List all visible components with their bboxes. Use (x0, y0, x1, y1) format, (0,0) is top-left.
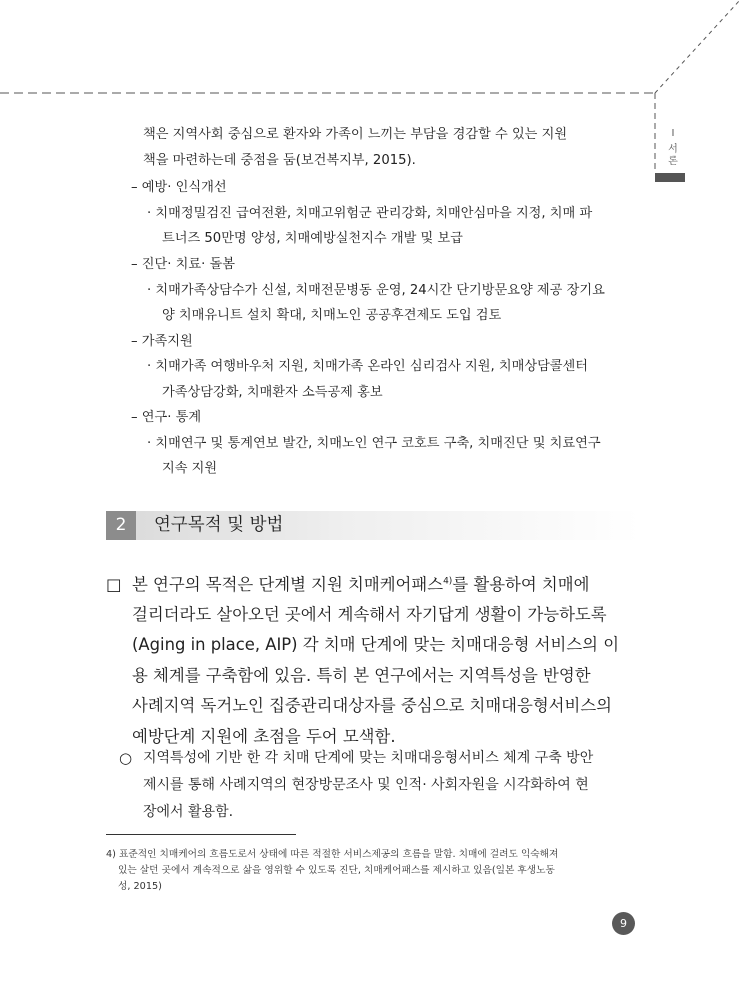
purpose-line: 걸리더라도 살아오던 곳에서 계속해서 자기답게 생활이 가능하도록 (132, 605, 607, 624)
policy-heading-family: – 가족지원 (131, 334, 193, 349)
chapter-label: 서론 (668, 144, 678, 167)
purpose-line-1-text: 본 연구의 목적은 단계별 지원 치매케어패스 (132, 575, 444, 594)
purpose-line: 사례지역 독거노인 집중관리대상자를 중심으로 치매대응형서비스의 (132, 696, 613, 715)
footnote-line: 성, 2015) (118, 881, 162, 892)
sub-point-bullet: ○ (119, 749, 133, 767)
section-number: 2 (106, 511, 136, 540)
footnote-line: 있는 살던 곳에서 계속적으로 삶을 영위할 수 있도록 진단, 치매케어패스를 제시하고 있음(일본 후생노동 (118, 865, 555, 876)
purpose-line-1 (132, 570, 589, 601)
chapter-tab (664, 128, 682, 168)
purpose-line-1-text-end: 를 활용하여 치매에 (452, 575, 590, 594)
page-number: 9 (612, 912, 635, 935)
section-title: 연구목적 및 방법 (154, 515, 284, 535)
purpose-bullet: □ (106, 575, 122, 594)
sub-point-line: 지역특성에 기반 한 각 치매 단계에 맞는 치매대응형서비스 체계 구축 방안 (143, 750, 594, 766)
policy-heading-care: – 진단· 치료· 돌봄 (131, 257, 235, 272)
intro-line-2: 책을 마련하는데 중점을 둠(보건복지부, 2015). (143, 153, 416, 168)
chapter-numeral: I (671, 128, 675, 139)
policy-line: 트너즈 50만명 양성, 치매예방실천지수 개발 및 보급 (162, 231, 463, 246)
policy-line: 가족상담강화, 치매환자 소득공제 홍보 (162, 385, 383, 400)
footnote-ref: 4) (443, 576, 453, 587)
purpose-line: 용 체계를 구축함에 있음. 특히 본 연구에서는 지역특성을 반영한 (132, 666, 591, 685)
policy-line: 지속 지원 (162, 461, 218, 476)
policy-line: · 치매정밀검진 급여전환, 치매고위험군 관리강화, 치매안심마을 지정, 치매 파 (147, 206, 593, 221)
policy-line: · 치매연구 및 통계연보 발간, 치매노인 연구 코호트 구축, 치매진단 및 치료연구 (147, 436, 601, 451)
policy-line: · 치매가족 여행바우처 지원, 치매가족 온라인 심리검사 지원, 치매상담콜센터 (147, 359, 589, 374)
sub-point-line: 제시를 통해 사례지역의 현장방문조사 및 인적· 사회자원을 시각화하여 현 (143, 777, 589, 793)
purpose-line: (Aging in place, AIP) 각 치매 단계에 맞는 치매대응형 서비스의 이 (132, 635, 620, 654)
chapter-tab-bar (655, 173, 685, 182)
purpose-line: 예방단계 지원에 초점을 두어 모색함. (132, 727, 396, 746)
policy-line: 양 치매유니트 설치 확대, 치매노인 공공후견제도 도입 검토 (162, 308, 502, 323)
intro-line-1: 책은 지역사회 중심으로 환자와 가족이 느끼는 부담을 경감할 수 있는 지원 (143, 127, 568, 142)
policy-heading-prevention: – 예방· 인식개선 (131, 180, 227, 195)
footnote-line: 4) 표준적인 치매케어의 흐름도로서 상태에 따른 적절한 서비스제공의 흐름을 말함. 치매에 걸려도 익숙해져 (106, 849, 559, 860)
policy-heading-research: – 연구· 통계 (131, 410, 202, 425)
footnote-rule (106, 834, 296, 835)
sub-point-line: 장에서 활용함. (143, 804, 234, 820)
policy-line: · 치매가족상담수가 신설, 치매전문병동 운영, 24시간 단기방문요양 제공 장기요 (147, 283, 605, 298)
